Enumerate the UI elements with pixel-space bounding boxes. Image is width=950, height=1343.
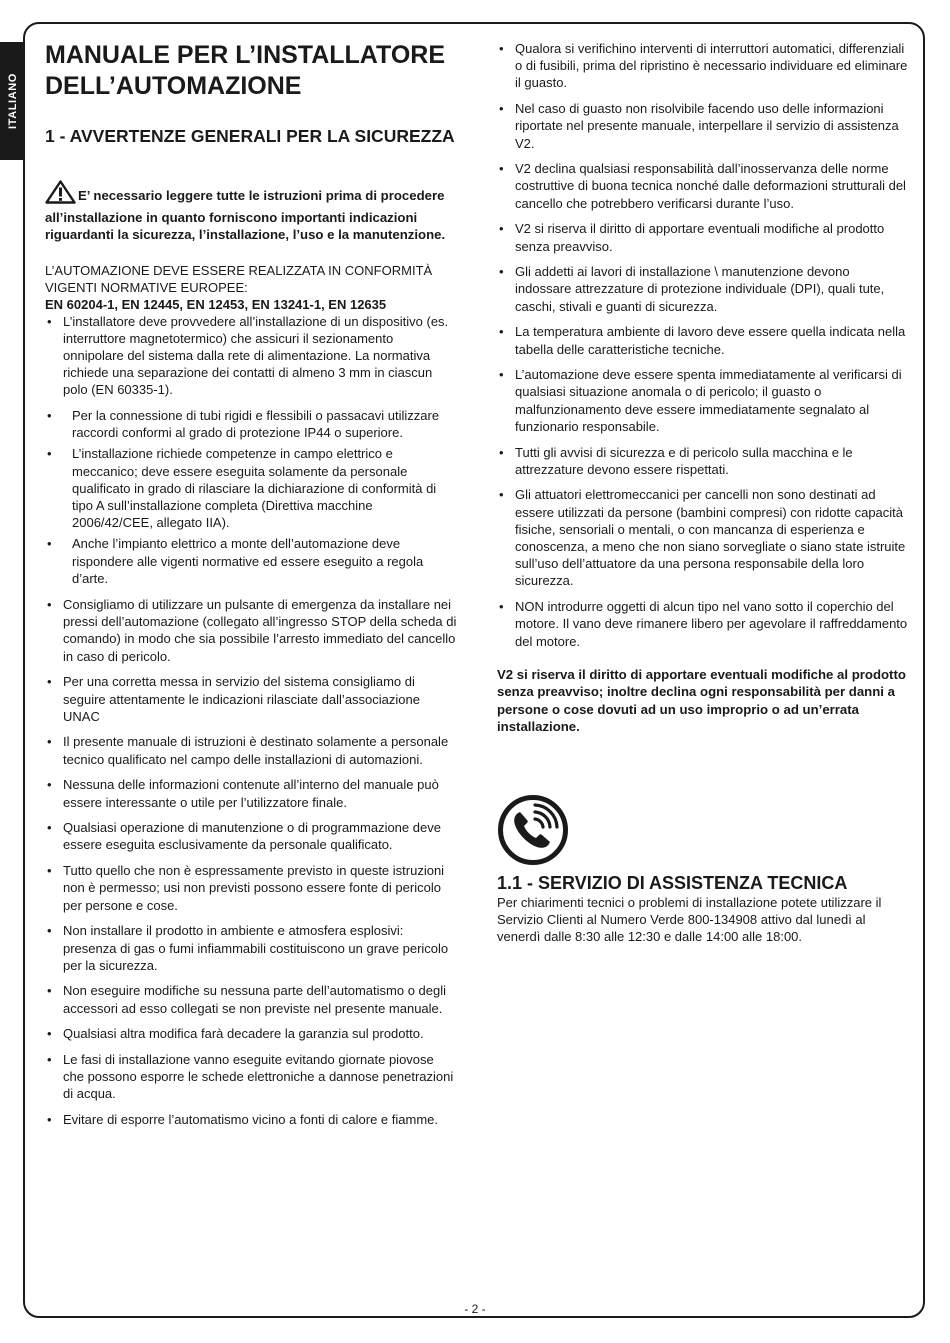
list-item: • Tutto quello che non è espressamente previsto in queste istruzioni non è permesso; usi non previsti possono essere fonte di pericolo per persone e cose. bbox=[45, 862, 457, 914]
conformity-standards: EN 60204-1, EN 12445, EN 12453, EN 13241-1, EN 12635 bbox=[45, 296, 387, 312]
safety-list-left bbox=[45, 313, 457, 1129]
language-tab bbox=[0, 42, 25, 160]
conformity-statement: L’AUTOMAZIONE DEVE ESSERE REALIZZATA IN CONFORMITÀ VIGENTI NORMATIVE EUROPEE: bbox=[45, 262, 433, 295]
list-item: • Il presente manuale di istruzioni è destinato solamente a personale tecnico qualificato nel campo delle installazioni di automazioni. bbox=[45, 733, 457, 767]
list-item: • Qualora si verifichino interventi di interruttori automatici, differenziali o di fusibili, prima del ripristino è necessario individuare ed eliminare il guasto. bbox=[497, 40, 909, 92]
list-item: • Le fasi di installazione vanno eseguite evitando giornate piovose che possono esporre le schede elettroniche a dannose penetrazioni di acqua. bbox=[45, 1051, 457, 1103]
warning-triangle-icon bbox=[45, 180, 76, 209]
phone-support-icon bbox=[497, 794, 569, 866]
list-item: • Qualsiasi operazione di manutenzione o di programmazione deve essere eseguita esclusivamente da personale qualificato. bbox=[45, 819, 457, 853]
closing-disclaimer: V2 si riserva il diritto di apportare eventuali modifiche al prodotto senza preavviso; inoltre declina ogni responsabilità per danni a persone o cose dovuti ad un uso improprio o ad un’errata installazione. bbox=[497, 666, 906, 735]
list-item: • Nessuna delle informazioni contenute all’interno del manuale può essere interessante o utile per l’utilizzatore finale. bbox=[45, 776, 457, 810]
list-item: • La temperatura ambiente di lavoro deve essere quella indicata nella tabella delle caratteristiche tecniche. bbox=[497, 323, 909, 357]
list-item: • Gli addetti ai lavori di installazione \ manutenzione devono indossare attrezzature di protezione individuale (DPI), quali tute, caschi, stivali e guanti di sicurezza. bbox=[497, 263, 909, 315]
list-item: • Evitare di esporre l’automatismo vicino a fonti di calore e fiamme. bbox=[45, 1111, 457, 1128]
left-column bbox=[45, 40, 457, 1137]
list-item: • V2 si riserva il diritto di apportare eventuali modifiche al prodotto senza preavviso. bbox=[497, 220, 909, 254]
list-item: • Per la connessione di tubi rigidi e flessibili o passacavi utilizzare raccordi conformi al grado di protezione IP44 o superiore. bbox=[45, 407, 457, 441]
list-item: • NON introdurre oggetti di alcun tipo nel vano sotto il coperchio del motore. Il vano deve rimanere libero per agevolare il raffreddamento del motore. bbox=[497, 598, 909, 650]
page-title: MANUALE PER L’INSTALLATORE DELL’AUTOMAZIONE bbox=[45, 41, 445, 100]
warning-block bbox=[45, 180, 457, 244]
list-item: • Per una corretta messa in servizio del sistema consigliamo di seguire attentamente le indicazioni rilasciate dall’associazione UNAC bbox=[45, 673, 457, 725]
list-item: • Tutti gli avvisi di sicurezza e di pericolo sulla macchina e le attrezzature devono essere rispettati. bbox=[497, 444, 909, 478]
list-item: • V2 declina qualsiasi responsabilità dall’inosservanza delle norme costruttive di buona tecnica nonché dalle deformazioni strutturali del cancello che potrebbero verificarsi durante l’uso. bbox=[497, 160, 909, 212]
warning-text: E’ necessario leggere tutte le istruzioni prima di procedere all’installazione in quanto forniscono importanti indicazioni riguardanti la sicurezza, l’installazione, l’uso e la manutenzione. bbox=[45, 188, 446, 242]
safety-list-right bbox=[497, 40, 909, 650]
page-number: - 2 - bbox=[464, 1302, 486, 1316]
list-item: • Non installare il prodotto in ambiente e atmosfera esplosivi: presenza di gas o fumi infiammabili costituiscono un grave pericolo per la sicurezza. bbox=[45, 922, 457, 974]
list-item: • Consigliamo di utilizzare un pulsante di emergenza da installare nei pressi dell’automazione (collegato all’ingresso STOP della scheda di comando) in modo che sia possibile l’arresto immediato del cancello in caso di pericolo. bbox=[45, 596, 457, 665]
list-item: • L’automazione deve essere spenta immediatamente al verificarsi di qualsiasi situazione anomala o di pericolo; il guasto o malfunzionamento deve essere immediatamente segnalato al funzionario responsabile. bbox=[497, 366, 909, 435]
list-item: • L’installatore deve provvedere all’installazione di un dispositivo (es. interruttore magnetotermico) che assicuri il sezionamento onnipolare del sistema dalla rete di alimentazione. La normativa richiede una separazione dei contatti di almeno 3 mm in ciascun polo (EN 60335-1). bbox=[45, 313, 457, 399]
list-item: • L’installazione richiede competenze in campo elettrico e meccanico; deve essere eseguita solamente da personale qualificato in grado di rilasciare la dichiarazione di conformità di tipo A sull’installazione completa (Direttiva macchine 2006/42/CEE, allegato IIA). bbox=[45, 445, 457, 531]
list-item: • Nel caso di guasto non risolvibile facendo uso delle informazioni riportate nel presente manuale, interpellare il servizio di assistenza V2. bbox=[497, 100, 909, 152]
assistance-text: Per chiarimenti tecnici o problemi di installazione potete utilizzare il Servizio Clienti al Numero Verde 800-134908 attivo dal lunedì al venerdì dalle 8:30 alle 12:30 e dalle 14:00 alle 18:00. bbox=[497, 894, 882, 944]
language-tab-label: ITALIANO bbox=[6, 73, 19, 129]
section-heading: 1 - AVVERTENZE GENERALI PER LA SICUREZZA bbox=[45, 126, 455, 146]
list-item: • Non eseguire modifiche su nessuna parte dell’automatismo o degli accessori ad esso collegati se non previste nel presente manuale. bbox=[45, 982, 457, 1016]
assistance-heading: 1.1 - SERVIZIO DI ASSISTENZA TECNICA bbox=[497, 872, 848, 893]
list-item: • Gli attuatori elettromeccanici per cancelli non sono destinati ad essere utilizzati da persone (bambini compresi) con ridotte capacità fisiche, sensoriali o mentali, o con mancanza di esperienza e conoscenza, a meno che non siano sorvegliate o siano state istruite sull’uso dell’attuatore da una persona responsabile della loro sicurezza. bbox=[497, 486, 909, 589]
conformity-block bbox=[45, 262, 457, 313]
list-item: • Anche l’impianto elettrico a monte dell’automazione deve rispondere alle vigenti normative ed essere eseguito a regola d’arte. bbox=[45, 535, 457, 587]
right-column bbox=[497, 40, 909, 945]
list-item: • Qualsiasi altra modifica farà decadere la garanzia sul prodotto. bbox=[45, 1025, 457, 1042]
